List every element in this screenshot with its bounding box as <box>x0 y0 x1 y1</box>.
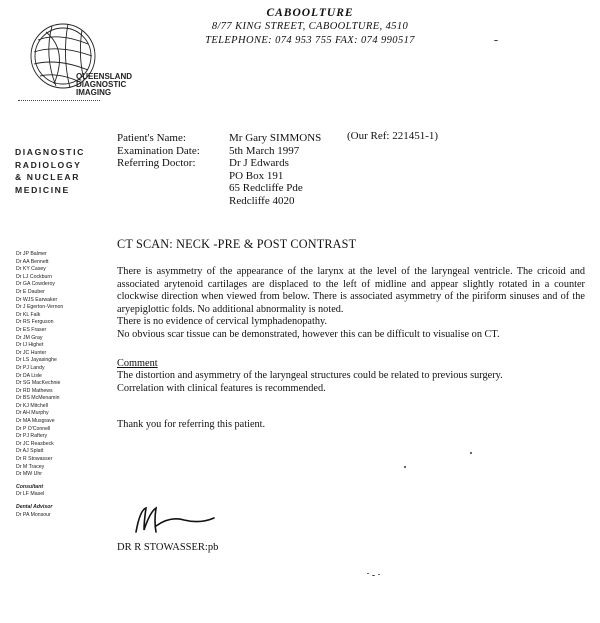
practice-phone: TELEPHONE: 074 953 755 FAX: 074 990517 <box>205 35 415 46</box>
our-reference: (Our Ref: 221451-1) <box>347 130 439 142</box>
doctor-name: Dr JC Hunter <box>16 349 47 356</box>
finding-paragraph: No obvious scar tissue can be demonstrated, however this can be difficult to visualise on CT. <box>117 328 500 340</box>
referring-doctor-address: Dr J Edwards PO Box 191 65 Redcliffe Pde Redcliffe 4020 <box>229 157 303 207</box>
consultant-label: Consultant <box>16 483 44 490</box>
doctor-name: Dr ES Fraser <box>16 326 47 333</box>
signature-line: DR R STOWASSER:pb <box>117 542 219 553</box>
doctor-name: Dr P O'Connell <box>16 425 51 432</box>
doctor-name: Dr GA Cowderoy <box>16 281 55 288</box>
finding-paragraph: There is asymmetry of the appearance of the larynx at the level of the laryngeal ventricle. The cricoid and associated arytenoid cartilages are displaced to the left of midline and appear slightly rotated in a counter clockwise direction when viewed from below. There is associated asymmetry of the piriform sinuses and of the aryepiglottic folds. No additional abnormality is noted. <box>117 266 585 315</box>
doctor-name: Dr JP Balmer <box>16 251 47 257</box>
doctor-name: Dr MA Musgrave <box>16 418 55 425</box>
doctor-name: Dr LJ Cockburn <box>16 273 53 280</box>
doctor-name: Dr DA Lisle <box>16 372 42 379</box>
doctor-name: Dr AA Bennett <box>16 258 49 265</box>
dental-advisor-label: Dental Advisor <box>16 504 53 510</box>
doctor-name: Dr MW Uhr <box>16 471 42 478</box>
doctor-list <box>16 251 108 519</box>
letterhead <box>170 6 450 48</box>
referring-doctor-label: Referring Doctor: <box>117 157 196 170</box>
doctor-name: Dr KY Casey <box>16 266 46 273</box>
doctor-name: Dr WJS Earwaker <box>16 296 58 303</box>
doctor-name: Dr KL Falk <box>16 311 41 318</box>
doctor-name: Dr E Dauber <box>16 288 45 295</box>
doctor-name: Dr KJ Mitchell <box>16 402 48 409</box>
comment-title: Comment <box>117 357 158 369</box>
scan-speck <box>470 452 472 454</box>
practice-name: CABOOLTURE <box>266 7 354 19</box>
patient-name-label: Patient's Name: <box>117 132 186 144</box>
doctor-name: Dr J Egerton-Vernon <box>16 304 64 311</box>
doctor-name: Dr RS Ferguson <box>16 319 54 326</box>
doctor-name: Dr R Stowasser <box>16 456 53 463</box>
signature-icon <box>130 502 220 538</box>
logo-divider <box>18 100 100 101</box>
scan-speck <box>367 573 369 574</box>
scan-speck <box>494 40 498 41</box>
doctor-name: Dr BS McMenamin <box>16 395 60 402</box>
scan-speck <box>372 575 375 576</box>
comment-paragraph: The distortion and asymmetry of the laryngeal structures could be related to previous surgery. <box>117 370 503 382</box>
practice-address: 8/77 KING STREET, CABOOLTURE, 4510 <box>211 21 409 32</box>
doctor-name: Dr JM Gray <box>16 334 43 341</box>
qdi-logo <box>18 10 138 110</box>
finding-paragraph: There is no evidence of cervical lymphadenopathy. <box>117 316 328 328</box>
doctor-name: Dr PJ Raftery <box>16 433 48 440</box>
doctor-name: Dr IJ Highet <box>16 342 44 349</box>
doctor-name: Dr AJ Splatt <box>16 448 44 455</box>
consultant-name: Dr LF Masel <box>16 491 45 498</box>
doctor-name: Dr M Tracey <box>16 463 45 470</box>
doctor-name: Dr JC Reasbeck <box>16 440 54 447</box>
doctor-name: Dr AH Murphy <box>16 410 49 417</box>
dental-advisor-name: Dr PA Monsour <box>16 511 51 518</box>
scan-speck <box>378 574 380 575</box>
doctor-name: Dr RD Mathews <box>16 387 53 394</box>
scan-speck <box>404 466 406 468</box>
doctor-name: Dr PJ Landy <box>16 364 45 371</box>
patient-name-value: Mr Gary SIMMONS <box>229 132 322 144</box>
logo-wordmark: QUEENSLAND DIAGNOSTIC IMAGING <box>76 72 133 97</box>
comment-paragraph: Correlation with clinical features is recommended. <box>117 382 326 394</box>
exam-date-value: 5th March 1997 <box>229 144 300 157</box>
doctor-name: Dr LS Jayasinghe <box>16 357 57 364</box>
patient-info <box>117 132 321 208</box>
report-body <box>117 266 585 432</box>
department-title: DIAGNOSTIC RADIOLOGY & NUCLEAR MEDICINE <box>15 147 85 195</box>
report-heading: CT SCAN: NECK -PRE & POST CONTRAST <box>117 237 357 251</box>
doctor-name: Dr SG MacKechnie <box>16 380 61 387</box>
closing-line: Thank you for referring this patient. <box>117 419 266 431</box>
exam-date-label: Examination Date: <box>117 144 200 157</box>
